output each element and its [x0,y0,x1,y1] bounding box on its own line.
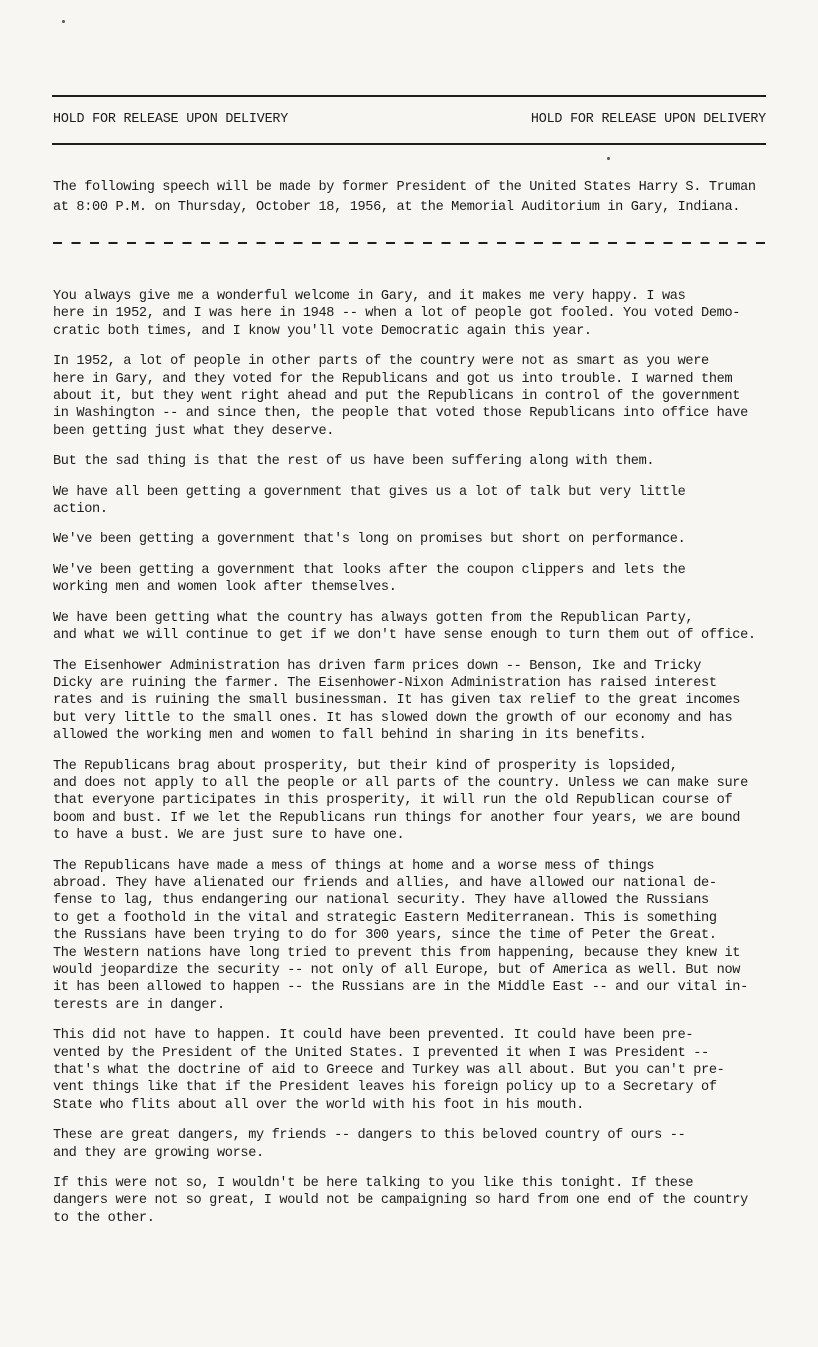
header-rule-bottom [52,143,766,145]
paragraph: The Republicans brag about prosperity, but their kind of prosperity is lopsided, and does not apply to all the people or all parts of the country. Unless we can make sure that everyone participates in this prosperity, it will run the old Republican course of boom and bust. If we let the Republicans run things for another four years, we are bound to have a bust. We are just sure to have one. [53,758,748,844]
paper-speck [62,20,65,23]
intro-note: The following speech will be made by former President of the United States Harry S. Truman at 8:00 P.M. on Thursday, October 18, 1956, at the Memorial Auditorium in Gary, Indiana. [53,180,756,215]
paragraph: The Republicans have made a mess of things at home and a worse mess of things abroad. They have alienated our friends and allies, and have allowed our national de- fense to lag, thus endangering our national security. They have allowed the Russians to get a foothold in the vital and strategic Eastern Mediterranean. This is something the Russians have been trying to do for 300 years, since the time of Peter the Great. The Western nations have long tried to prevent this from happening, because they knew it would jeopardize the security -- not only of all Europe, but of America as well. But now it has been allowed to happen -- the Russians are in the Middle East -- and our vital in- terests are in danger. [53,858,748,1013]
paragraph: We've been getting a government that's long on promises but short on performance. [53,532,686,548]
paragraph: This did not have to happen. It could have been prevented. It could have been pre- vented by the President of the United States. I prevented it when I was President -- that's what the doctrine of aid to Greece and Turkey was all about. But you can't pre- vent things like that if the President leaves his foreign policy up to a Secretary of State who flits about all over the world with his foot in his mouth. [53,1028,725,1113]
dashed-separator [53,242,767,244]
paragraph: We have been getting what the country has always gotten from the Republican Party, and what we will continue to get if we don't have sense enough to turn them out of office. [53,610,756,644]
paragraph: These are great dangers, my friends -- dangers to this beloved country of ours -- and they are growing worse. [53,1128,686,1161]
paragraph: The Eisenhower Administration has driven farm prices down -- Benson, Ike and Tricky Dicky are ruining the farmer. The Eisenhower-Nixon Administration has raised interest rates and is ruining the small businessman. It has given tax relief to the great incomes but very little to the small ones. It has slowed down the growth of our economy and has allowed the working men and women to fall behind in sharing in its benefits. [53,658,741,744]
paragraph: We have all been getting a government that gives us a lot of talk but very little action. [53,484,686,518]
paragraph: We've been getting a government that looks after the coupon clippers and lets the working men and women look after themselves. [53,562,686,596]
paragraph: In 1952, a lot of people in other parts of the country were not as smart as you were here in Gary, and they voted for the Republicans and got us into trouble. I warned them about it, but they went right ahead and put the Republicans in control of the government in Washington -- and since then, the people that voted those Republicans into office have been getting just what they deserve. [53,354,748,439]
paragraph: If this were not so, I wouldn't be here talking to you like this tonight. If these dangers were not so great, I would not be campaigning so hard from one end of the country to the other. [53,1176,748,1226]
paragraph: You always give me a wonderful welcome in Gary, and it makes me very happy. I was here in 1952, and I was here in 1948 -- when a lot of people got fooled. You voted Demo- cratic both times, and I know you'll vote Democratic again this year. [53,289,741,339]
release-notice-left: HOLD FOR RELEASE UPON DELIVERY [53,112,289,127]
paper-speck [607,157,610,160]
paragraph: But the sad thing is that the rest of us have been suffering along with them. [53,454,655,470]
release-notice-right: HOLD FOR RELEASE UPON DELIVERY [530,112,766,127]
speech-body [53,288,783,1240]
header-rule-top [52,95,766,97]
